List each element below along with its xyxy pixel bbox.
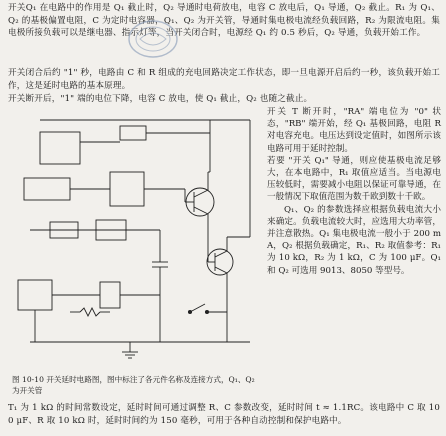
watermark-seal-icon: [126, 17, 180, 61]
paragraph-4: T₁ 为 1 kΩ 的时间常数设定，延时时间可通过调整 R、C 参数改变，延时时间 t ≈ 1.1RC。该电路中 C 取 100 μF、R 取 10 kΩ 时，延时时间约为 150 毫秒，可用于各种自动控制和保护电路中。: [8, 403, 440, 426]
paragraph-3: 开关断开后，"1" 端的电位下降，电容 C 放电，使 Q₁ 截止，Q₂ 也随之截止。: [8, 94, 313, 104]
circuit-schematic: [10, 112, 262, 370]
right-paragraph-1: 开关 T 断开时，"RA" 端电位为 "0" 状态，"RB" 端开始，经 Q₁ 基极回路，电阻 R 对电容充电。电压达到设定值时，如图所示该电路可用于延时控制。: [267, 107, 441, 154]
right-paragraph-3: Q₁、Q₂ 的参数选择应根据负载电流大小来确定。负载电流较大时，应选用大功率管，并注意散热。Q₁ 集电极电流一般小于 200 mA，Q₂ 根据负载确定，R₁、R₂ 取值参考：R₁ 为 10 kΩ，R₂ 为 1 kΩ，C 为 100 μF。Q₁ 和 Q₂ 可选用 9013、8050 等型号。: [267, 204, 441, 276]
right-paragraph-2: 若要 "开关 Q₁" 导通，则应使基极电流足够大，在本电路中，R₁ 取值应适当。当电源电压较低时，需要减小电阻以保证可靠导通，在一般情况下取值范围为数千欧到数十千欧。: [267, 155, 441, 203]
circuit-diagram: [10, 112, 262, 370]
paragraph-2: 开关闭合后约 "1" 秒，电路由 C 和 R 组成的充电回路决定工作状态，即一旦电源开启后约一秒，该负载开始工作，这是延时电路的基本原理。: [8, 68, 440, 91]
figure-caption: 图 10-10 开关延时电路图，图中标注了各元件名称及连接方式，Q₁、Q₂ 为开关管: [12, 375, 255, 395]
paragraph-1: 开关Q₁ 在电路中的作用是 Q₁ 截止时，Q₂ 导通时电荷放电，电容 C 放电后，Q₁ 导通，Q₂ 截止。R₁ 为 Q₁、Q₂ 的基极偏置电阻，C 为定时电容器，Q₁、Q₂ 为开关管，导通时集电极电流经负载回路，R₂ 为限流电阻。集电极所接负载可以是继电器、指示灯等，当开关闭合时，电源经 Q₁ 约 0.5 秒后，Q₂ 导通，负载开始工作。: [8, 3, 440, 39]
right-column: [267, 106, 441, 277]
